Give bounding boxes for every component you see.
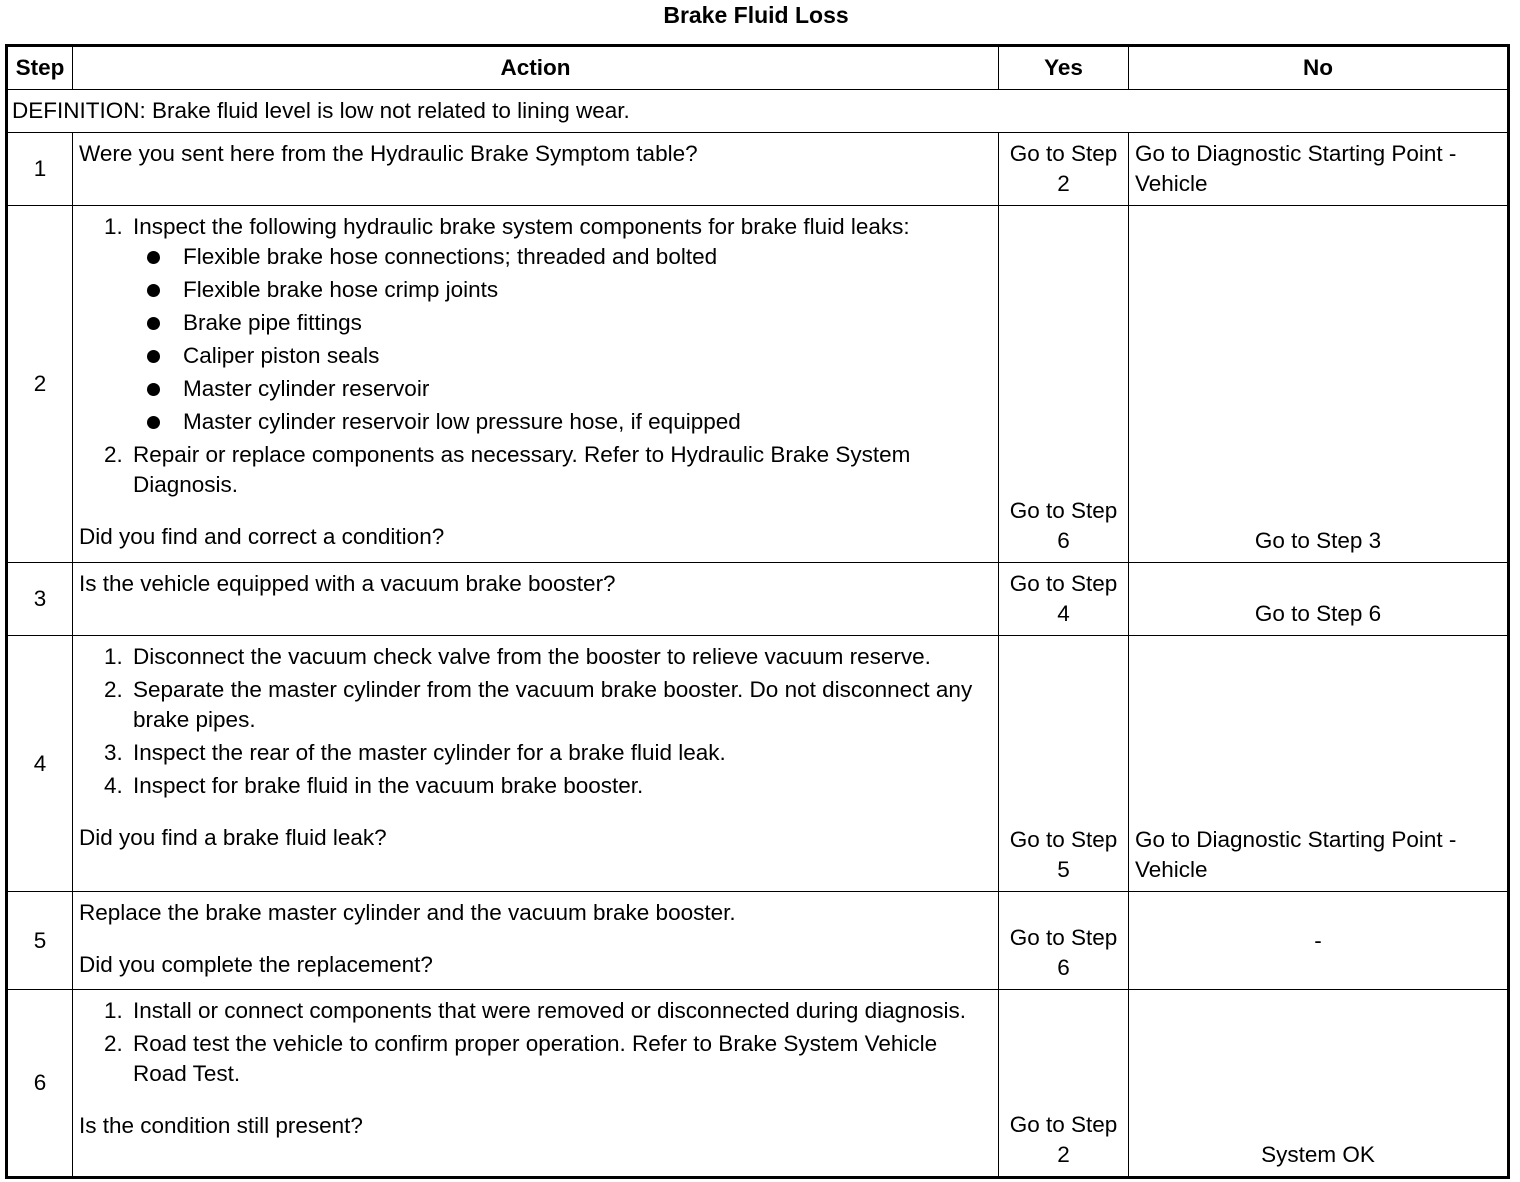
- no-link[interactable]: Go to Step 6: [1254, 601, 1382, 626]
- definition-text: DEFINITION: Brake fluid level is low not related to lining wear.: [7, 90, 1509, 133]
- question-text: Did you find a brake fluid leak?: [79, 825, 387, 850]
- table-row: [7, 636, 1509, 892]
- bullet-item: Flexible brake hose crimp joints: [179, 275, 992, 305]
- yes-cell[interactable]: [999, 990, 1129, 1178]
- yes-cell[interactable]: [999, 563, 1129, 636]
- table-row: [7, 990, 1509, 1178]
- no-cell[interactable]: [1129, 133, 1509, 206]
- header-yes: Yes: [999, 46, 1129, 90]
- list-item: 1. Disconnect the vacuum check valve from the booster to relieve vacuum reserve.: [129, 642, 992, 672]
- bullet-list: [133, 242, 992, 437]
- list-item: 2. Separate the master cylinder from the vacuum brake booster. Do not disconnect any brake pipes.: [129, 675, 992, 735]
- yes-link[interactable]: Go to Step 2: [1009, 1112, 1118, 1167]
- step-number: 5: [7, 892, 73, 990]
- step-number: 4: [7, 636, 73, 892]
- header-no: No: [1129, 46, 1509, 90]
- diagnostic-table: [5, 44, 1510, 1179]
- no-cell[interactable]: [1129, 563, 1509, 636]
- yes-cell[interactable]: [999, 636, 1129, 892]
- list-item: 2. Road test the vehicle to confirm proper operation. Refer to Brake System Vehicle Road Test.: [129, 1029, 992, 1089]
- list-item: [129, 212, 992, 437]
- action-cell: [73, 206, 999, 563]
- action-text: Is the vehicle equipped with a vacuum brake booster?: [79, 571, 616, 596]
- table-row: [7, 563, 1509, 636]
- step-number: 1: [7, 133, 73, 206]
- instruction-list: [79, 212, 992, 500]
- action-cell: [73, 133, 999, 206]
- yes-cell[interactable]: [999, 892, 1129, 990]
- action-cell: [73, 892, 999, 990]
- question-text: Did you find and correct a condition?: [79, 524, 445, 549]
- table-row: [7, 206, 1509, 563]
- action-text: Were you sent here from the Hydraulic Brake Symptom table?: [79, 141, 698, 166]
- list-item: [129, 440, 992, 500]
- instruction-text: Repair or replace components as necessary. Refer to Hydraulic Brake System Diagnosis.: [133, 442, 911, 497]
- no-value: -: [1314, 927, 1322, 953]
- table-row: [7, 133, 1509, 206]
- question-text: Did you complete the replacement?: [79, 952, 433, 977]
- instruction-list: [79, 642, 992, 801]
- yes-link[interactable]: Go to Step 6: [1009, 925, 1118, 980]
- yes-cell[interactable]: [999, 133, 1129, 206]
- step-number: 6: [7, 990, 73, 1178]
- step-number: 3: [7, 563, 73, 636]
- no-link[interactable]: System OK: [1261, 1142, 1375, 1167]
- yes-link[interactable]: Go to Step 6: [1009, 498, 1118, 553]
- list-item: 3. Inspect the rear of the master cylinder for a brake fluid leak.: [129, 738, 992, 768]
- yes-link[interactable]: Go to Step 2: [1009, 141, 1118, 196]
- bullet-item: Brake pipe fittings: [179, 308, 992, 338]
- bullet-item: Master cylinder reservoir: [179, 374, 992, 404]
- header-action: Action: [73, 46, 999, 90]
- bullet-item: Flexible brake hose connections; threaded and bolted: [179, 242, 992, 272]
- no-link[interactable]: Go to Diagnostic Starting Point - Vehicle: [1135, 141, 1457, 196]
- table-row: [7, 892, 1509, 990]
- bullet-item: Caliper piston seals: [179, 341, 992, 371]
- no-cell[interactable]: [1129, 990, 1509, 1178]
- definition-row: [7, 90, 1509, 133]
- instruction-list: [79, 996, 992, 1089]
- yes-link[interactable]: Go to Step 4: [1009, 571, 1118, 626]
- step-number: 2: [7, 206, 73, 563]
- no-cell[interactable]: [1129, 636, 1509, 892]
- no-cell: [1129, 892, 1509, 990]
- no-link[interactable]: Go to Step 3: [1254, 528, 1382, 553]
- list-item: 1. Install or connect components that were removed or disconnected during diagnosis.: [129, 996, 992, 1026]
- action-cell: [73, 563, 999, 636]
- no-cell[interactable]: [1129, 206, 1509, 563]
- list-item: 4. Inspect for brake fluid in the vacuum brake booster.: [129, 771, 992, 801]
- header-step: Step: [7, 46, 73, 90]
- page-title: Brake Fluid Loss: [663, 2, 849, 28]
- question-text: Is the condition still present?: [79, 1113, 363, 1138]
- action-cell: [73, 636, 999, 892]
- no-link[interactable]: Go to Diagnostic Starting Point - Vehicle: [1135, 827, 1457, 882]
- header-row: [7, 46, 1509, 90]
- bullet-item: Master cylinder reservoir low pressure hose, if equipped: [179, 407, 992, 437]
- yes-cell[interactable]: [999, 206, 1129, 563]
- action-text: Replace the brake master cylinder and the vacuum brake booster.: [79, 900, 736, 925]
- action-cell: [73, 990, 999, 1178]
- yes-link[interactable]: Go to Step 5: [1009, 827, 1118, 882]
- instruction-text: Inspect the following hydraulic brake system components for brake fluid leaks:: [133, 214, 910, 239]
